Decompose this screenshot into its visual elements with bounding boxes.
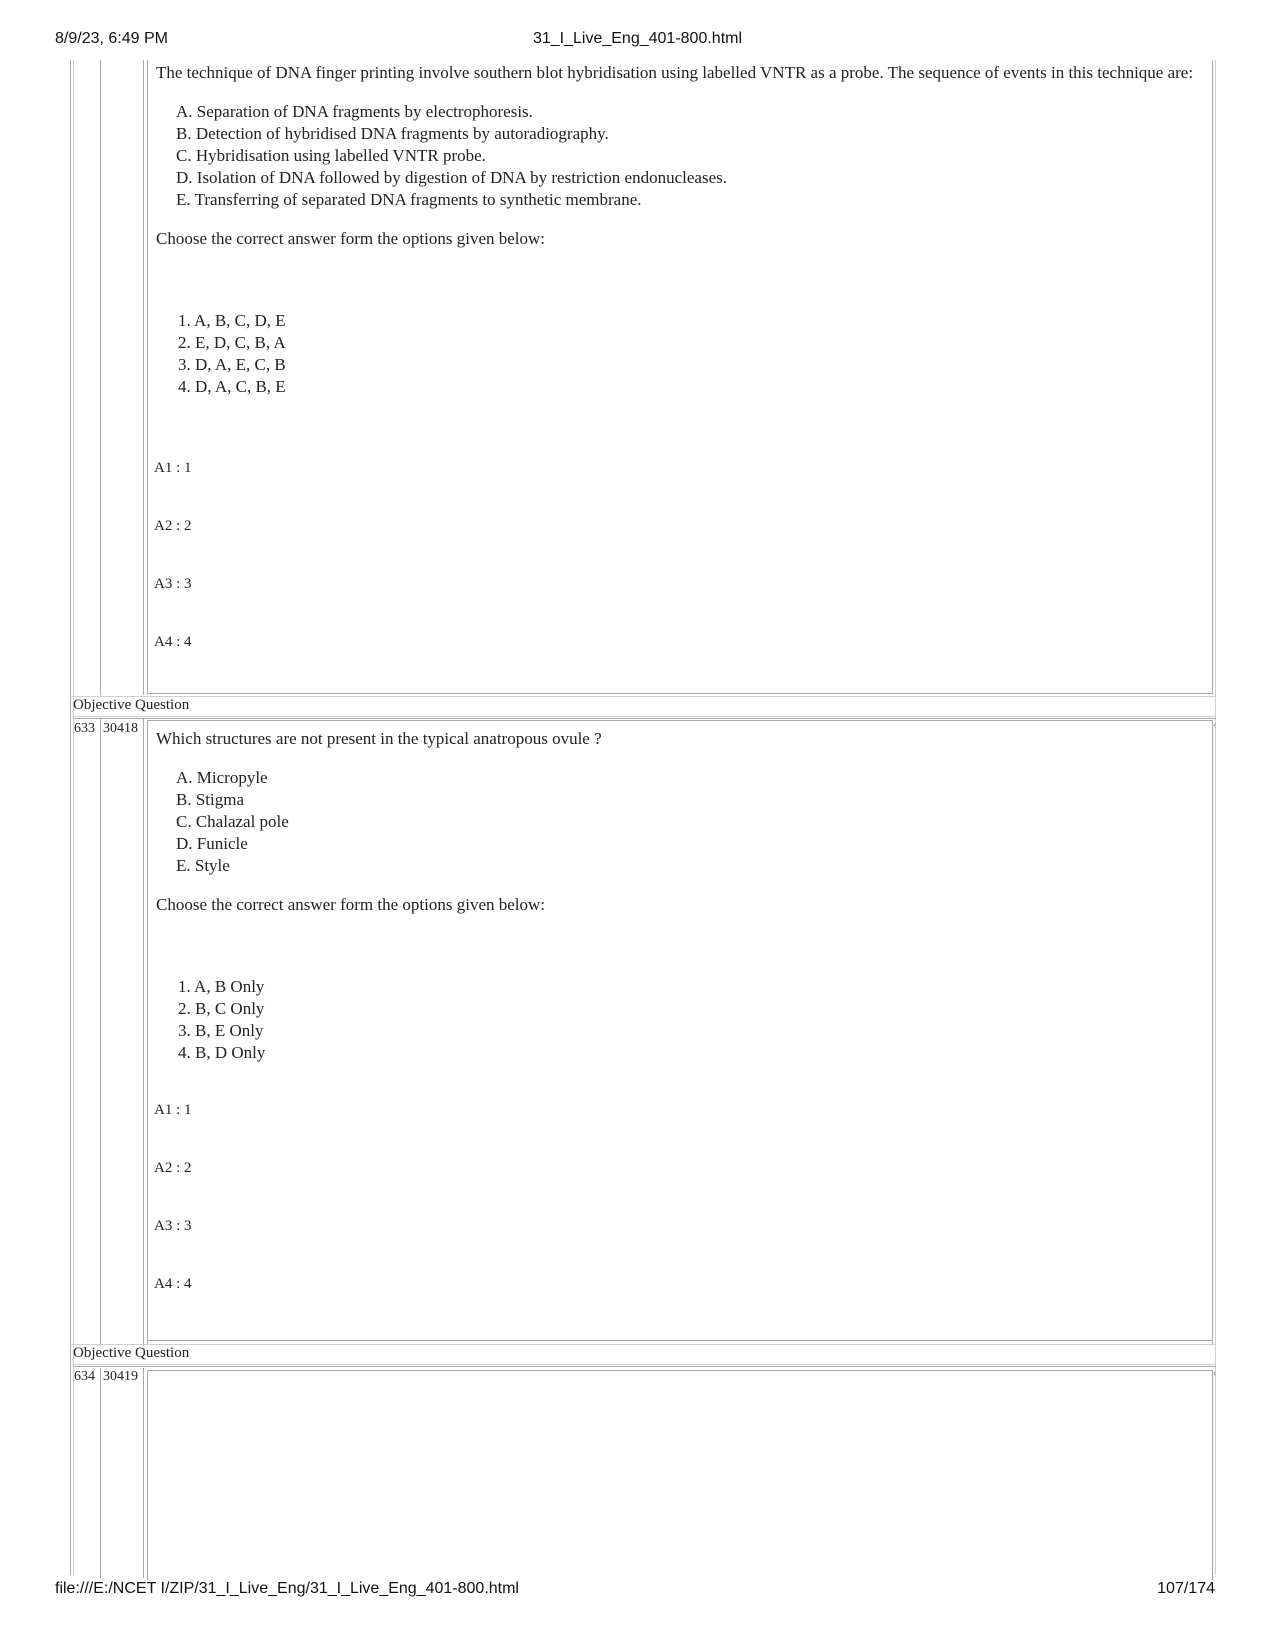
statement-list <box>176 101 1196 211</box>
answer-key-2: A2 : 2 <box>154 1160 192 1176</box>
answer-key-4: A4 : 4 <box>154 1276 192 1292</box>
statement-item: A. Micropyle <box>176 768 268 787</box>
answer-options <box>178 976 1196 1064</box>
statement-item: B. Stigma <box>176 790 245 809</box>
statement-item: D. Funicle <box>176 834 248 853</box>
answer-option: 1. A, B, C, D, E <box>178 311 286 330</box>
question-text: The technique of DNA finger printing involve southern blot hybridisation using labelled VNTR as a probe. The sequence of events in this technique are: <box>156 63 1194 82</box>
answer-option: 2. B, C Only <box>178 999 265 1018</box>
statement-item: C. Hybridisation using labelled VNTR probe. <box>176 146 486 165</box>
answer-option: 3. D, A, E, C, B <box>178 355 286 374</box>
answer-option: 3. B, E Only <box>178 1021 264 1040</box>
question-id: 30419 <box>103 1369 138 1384</box>
answer-key-3: A3 : 3 <box>154 576 192 592</box>
scroll-mark-icon: ‹ <box>1213 720 1217 731</box>
answer-key-2: A2 : 2 <box>154 518 192 534</box>
section-label: Objective Question <box>73 697 190 713</box>
question-633-body <box>156 728 1196 1064</box>
statement-item: D. Isolation of DNA followed by digestion of DNA by restriction endonucleases. <box>176 168 727 187</box>
statement-item: C. Chalazal pole <box>176 812 289 831</box>
question-id: 30418 <box>103 721 138 736</box>
statement-item: A. Separation of DNA fragments by electrophoresis. <box>176 102 533 121</box>
statement-item: E. Transferring of separated DNA fragments to synthetic membrane. <box>176 190 642 209</box>
question-text: Which structures are not present in the typical anatropous ovule ? <box>156 729 602 748</box>
question-632-body <box>156 62 1196 398</box>
answer-option: 2. E, D, C, B, A <box>178 333 286 352</box>
scroll-mark-icon: ‹ <box>1213 1368 1217 1379</box>
answer-option: 4. D, A, C, B, E <box>178 377 286 396</box>
print-page-number: 107/174 <box>1157 1580 1215 1597</box>
statement-list <box>176 767 1196 877</box>
choose-instruction: Choose the correct answer form the options given below: <box>156 229 546 248</box>
question-serial: 633 <box>74 721 95 736</box>
question-serial: 634 <box>74 1369 95 1384</box>
answer-key-1: A1 : 1 <box>154 460 192 476</box>
answer-option: 1. A, B Only <box>178 977 265 996</box>
section-label: Objective Question <box>73 1345 190 1361</box>
statement-item: B. Detection of hybridised DNA fragments by autoradiography. <box>176 124 609 143</box>
print-datetime: 8/9/23, 6:49 PM <box>55 30 168 47</box>
answer-key-1: A1 : 1 <box>154 1102 192 1118</box>
answer-options <box>178 310 1196 398</box>
choose-instruction: Choose the correct answer form the options given below: <box>156 895 546 914</box>
statement-item: E. Style <box>176 856 230 875</box>
print-file-path: file:///E:/NCET I/ZIP/31_I_Live_Eng/31_I_Live_Eng_401-800.html <box>55 1580 519 1597</box>
answer-key-3: A3 : 3 <box>154 1218 192 1234</box>
answer-option: 4. B, D Only <box>178 1043 266 1062</box>
answer-key-4: A4 : 4 <box>154 634 192 650</box>
print-title: 31_I_Live_Eng_401-800.html <box>532 30 743 47</box>
